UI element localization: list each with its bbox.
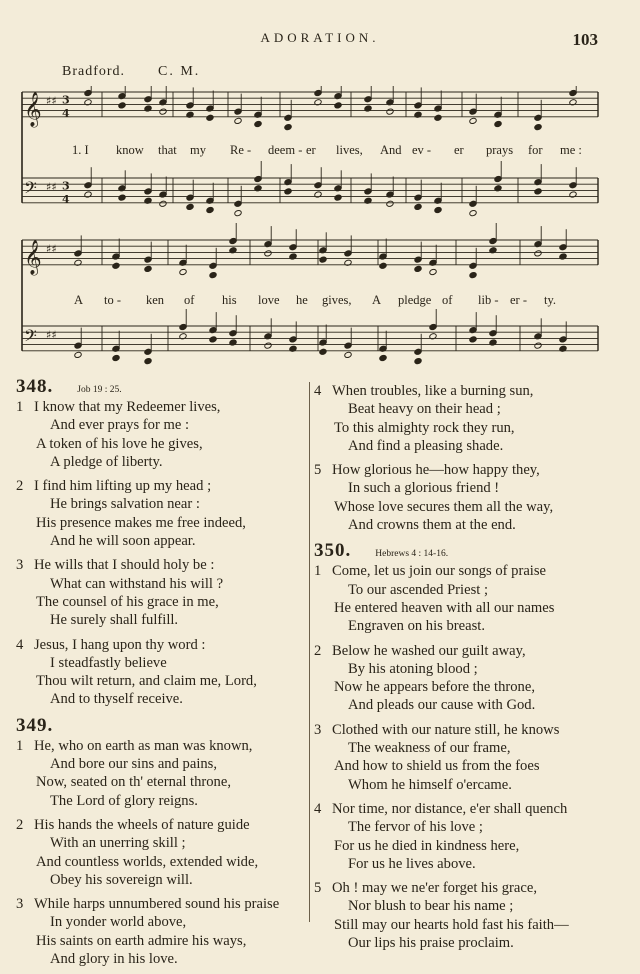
- stanza-number: 1: [16, 399, 24, 415]
- stanza: [314, 382, 614, 455]
- verse-line: [314, 696, 614, 714]
- stanza: [16, 398, 316, 471]
- hymn-heading: [16, 715, 316, 737]
- verse-text: Our lips his praise proclaim.: [348, 935, 514, 952]
- stanza-number: 5: [314, 880, 322, 897]
- verse-line: [314, 855, 614, 873]
- music-score: [18, 86, 602, 366]
- verse-line: [16, 398, 316, 416]
- stanza: [314, 461, 614, 534]
- verse-text: And to thyself receive.: [50, 691, 183, 708]
- verse-line: [314, 400, 614, 418]
- verse-text: And pleads our cause with God.: [348, 697, 536, 714]
- lyric-syllable: me :: [560, 143, 582, 157]
- svg-text:3: 3: [62, 179, 70, 193]
- verse-line: [16, 834, 316, 852]
- lyric-syllable: er -: [510, 293, 527, 307]
- stanza-number: 4: [314, 383, 322, 399]
- verse-line: [16, 773, 316, 791]
- lyric-syllable: prays: [486, 143, 514, 157]
- verse-text: And bore our sins and pains,: [50, 756, 217, 773]
- lyric-syllable: he: [296, 293, 308, 307]
- tune-name: Bradford.: [62, 64, 126, 79]
- verse-line: [16, 816, 316, 834]
- lyric-syllable: A: [74, 293, 84, 307]
- stanza-number: 2: [16, 816, 24, 833]
- verse-text: With an unerring skill ;: [50, 835, 186, 852]
- stanza-number: 3: [16, 557, 24, 574]
- column-divider: [309, 382, 310, 922]
- verse-line: [314, 879, 614, 897]
- svg-text:𝄢: 𝄢: [24, 325, 37, 350]
- stanza: [314, 800, 614, 873]
- hymn: [314, 540, 614, 952]
- lyric-syllable: ev -: [412, 143, 432, 157]
- verse-line: [16, 556, 316, 574]
- stanza: [16, 816, 316, 889]
- stanza: [16, 636, 316, 709]
- verse-line: [314, 776, 614, 794]
- verse-text: Still may our hearts hold fast his faith—: [334, 916, 569, 933]
- verse-text: He surely shall fulfill.: [50, 612, 179, 629]
- verse-line: [16, 575, 316, 593]
- verse-line: [314, 678, 614, 696]
- verse-text: Come, let us join our songs of praise: [332, 563, 547, 580]
- verse-line: [16, 477, 316, 495]
- verse-text: Clothed with our nature still, he knows: [332, 721, 560, 738]
- svg-text:𝄞: 𝄞: [24, 91, 42, 127]
- lyric-syllable: lives,: [336, 143, 363, 157]
- verse-line: [314, 498, 614, 516]
- lyric-syllable: his: [222, 293, 237, 307]
- verse-text: Whose love secures them all the way,: [334, 498, 554, 515]
- verse-line: [314, 837, 614, 855]
- verse-line: [314, 897, 614, 915]
- verse-text: A pledge of liberty.: [50, 453, 163, 470]
- verse-text: The counsel of his grace in me,: [36, 593, 219, 610]
- verse-text: His saints on earth admire his ways,: [36, 932, 247, 949]
- verse-line: [16, 532, 316, 550]
- verse-line: [16, 950, 316, 968]
- verse-text: His presence makes me free indeed,: [36, 514, 246, 531]
- verse-text: Obey his sovereign will.: [50, 871, 193, 888]
- verse-text: In yonder world above,: [50, 914, 187, 931]
- verse-text: He wills that I should holy be :: [34, 557, 215, 574]
- verse-text: Below he washed our guilt away,: [332, 642, 526, 659]
- verse-text: For us he died in kindness here,: [334, 837, 520, 854]
- verse-line: [16, 737, 316, 755]
- verse-text: How glorious he—how happy they,: [332, 462, 540, 479]
- lyric-syllable: for: [528, 143, 543, 157]
- verse-line: [314, 617, 614, 635]
- verse-text: Nor blush to bear his name ;: [348, 898, 514, 915]
- verse-line: [314, 382, 614, 400]
- hymn-number: 348.: [16, 376, 54, 397]
- verse-line: [314, 739, 614, 757]
- lyric-syllable: 1. I: [72, 143, 89, 157]
- verse-text: Nor time, nor distance, e'er shall quench: [332, 800, 568, 817]
- verse-text: Engraven on his breast.: [348, 618, 485, 635]
- verse-line: [314, 916, 614, 934]
- verse-line: [16, 495, 316, 513]
- svg-text:♯♯: ♯♯: [46, 180, 57, 194]
- verse-line: [16, 636, 316, 654]
- lyric-syllable: er: [454, 143, 464, 157]
- verse-text: I find him lifting up my head ;: [34, 478, 212, 495]
- verse-line: [314, 757, 614, 775]
- verse-line: [16, 853, 316, 871]
- verse-text: A token of his love he gives,: [36, 435, 203, 452]
- lyric-syllable: love: [258, 293, 280, 307]
- verse-line: [314, 419, 614, 437]
- verse-line: [314, 516, 614, 534]
- verse-line: [314, 642, 614, 660]
- stanza-number: 3: [314, 721, 322, 738]
- verse-line: [16, 416, 316, 434]
- verse-text: And glory in his love.: [50, 951, 178, 968]
- verse-line: [314, 437, 614, 455]
- lyric-syllable: to -: [104, 293, 122, 307]
- verse-text: And countless worlds, extended wide,: [36, 853, 259, 870]
- svg-text:4: 4: [62, 192, 70, 206]
- verse-line: [16, 913, 316, 931]
- svg-text:3: 3: [62, 93, 70, 107]
- verse-line: [314, 461, 614, 479]
- verse-text: Jesus, I hang upon thy word :: [34, 636, 206, 653]
- verse-text: And find a pleasing shade.: [348, 437, 504, 454]
- verse-text: And crowns them at the end.: [348, 517, 516, 534]
- verse-line: [314, 660, 614, 678]
- verse-text: Whom he himself o'ercame.: [348, 776, 512, 793]
- verse-line: [16, 593, 316, 611]
- lyric-syllable: of: [442, 293, 453, 307]
- stanza-number: 5: [314, 462, 322, 479]
- hymn-number: 350.: [314, 540, 352, 562]
- verse-text: He brings salvation near :: [50, 496, 200, 513]
- verse-text: In such a glorious friend !: [348, 480, 500, 497]
- lyric-syllable: my: [190, 143, 206, 157]
- verse-line: [16, 435, 316, 453]
- tune-meter: C. M.: [158, 64, 201, 79]
- stanza: [314, 562, 614, 635]
- verse-text: His hands the wheels of nature guide: [34, 816, 250, 833]
- stanza: [314, 879, 614, 952]
- verse-text: What can withstand his will ?: [50, 575, 224, 592]
- lyric-syllable: And: [380, 143, 402, 157]
- verse-line: [314, 562, 614, 580]
- verse-text: While harps unnumbered sound his praise: [34, 896, 280, 913]
- verse-text: For us he lives above.: [348, 855, 476, 872]
- svg-text:♯♯: ♯♯: [46, 94, 57, 108]
- lyric-syllable: that: [158, 143, 177, 157]
- lyric-syllable: deem -: [268, 143, 303, 157]
- hymn: [16, 376, 316, 709]
- verse-text: He, who on earth as man was known,: [34, 737, 253, 754]
- verse-text: And he will soon appear.: [50, 533, 196, 550]
- stanza-number: 1: [314, 563, 322, 580]
- verse-line: [314, 934, 614, 952]
- verse-text: When troubles, like a burning sun,: [332, 383, 534, 399]
- verse-line: [16, 611, 316, 629]
- stanza-number: 3: [16, 896, 24, 913]
- verse-line: [314, 581, 614, 599]
- svg-text:♯♯: ♯♯: [46, 328, 57, 342]
- verse-text: I know that my Redeemer lives,: [34, 399, 221, 415]
- stanza-number: 4: [314, 800, 322, 817]
- verse-text: The Lord of glory reigns.: [50, 792, 198, 809]
- lyric-syllable: ken: [146, 293, 165, 307]
- verse-line: [16, 792, 316, 810]
- stanza: [314, 642, 614, 715]
- lyric-syllable: gives,: [322, 293, 352, 307]
- verse-line: [16, 654, 316, 672]
- verse-text: Now he appears before the throne,: [334, 679, 535, 696]
- svg-text:𝄢: 𝄢: [24, 177, 37, 202]
- verse-text: The weakness of our frame,: [348, 740, 511, 757]
- verse-text: Thou wilt return, and claim me, Lord,: [36, 673, 257, 690]
- lyric-syllable: pledge: [398, 293, 432, 307]
- scripture-reference: Hebrews 4 : 14-16.: [375, 549, 449, 560]
- stanza-number: 2: [314, 642, 322, 659]
- verse-text: And how to shield us from the foes: [334, 758, 540, 775]
- verse-line: [314, 721, 614, 739]
- lyric-syllable: er: [306, 143, 316, 157]
- svg-text:♯♯: ♯♯: [46, 242, 57, 256]
- verse-text: I steadfastly believe: [50, 654, 167, 671]
- verse-line: [314, 800, 614, 818]
- hymn-heading: [314, 540, 614, 562]
- stanza: [16, 477, 316, 550]
- verse-line: [16, 895, 316, 913]
- stanza: [314, 721, 614, 794]
- stanza: [16, 556, 316, 629]
- hymn: [16, 715, 316, 969]
- verse-line: [16, 932, 316, 950]
- verse-line: [16, 755, 316, 773]
- left-column: [16, 376, 316, 974]
- svg-text:𝄞: 𝄞: [24, 239, 42, 275]
- verse-text: Beat heavy on their head ;: [348, 401, 501, 418]
- hymn-heading: [16, 376, 316, 398]
- verse-line: [314, 479, 614, 497]
- lyric-syllable: of: [184, 293, 195, 307]
- verse-line: [16, 690, 316, 708]
- verse-text: And ever prays for me :: [50, 417, 189, 434]
- stanza-number: 4: [16, 636, 24, 653]
- running-title: ADORATION.: [260, 30, 380, 45]
- verse-line: [16, 453, 316, 471]
- stanza: [16, 737, 316, 810]
- verse-text: He entered heaven with all our names: [334, 599, 555, 616]
- page-number: 103: [572, 30, 598, 49]
- stanza-number: 2: [16, 478, 24, 495]
- verse-text: To this almighty rock they run,: [334, 419, 515, 436]
- verse-text: The fervor of his love ;: [348, 819, 483, 836]
- lyric-syllable: lib -: [478, 293, 499, 307]
- verse-line: [16, 672, 316, 690]
- lyric-syllable: Re -: [230, 143, 252, 157]
- verse-line: [16, 514, 316, 532]
- svg-text:4: 4: [62, 106, 70, 120]
- verse-text: Now, seated on th' eternal throne,: [36, 774, 231, 791]
- verse-text: By his atoning blood ;: [348, 660, 478, 677]
- hymn: [314, 382, 614, 534]
- verse-line: [314, 599, 614, 617]
- stanza-number: 1: [16, 737, 24, 754]
- verse-line: [16, 871, 316, 889]
- lyric-syllable: A: [372, 293, 382, 307]
- hymn-number: 349.: [16, 714, 54, 736]
- stanza: [16, 895, 316, 968]
- verse-text: To our ascended Priest ;: [348, 581, 489, 598]
- verse-line: [314, 818, 614, 836]
- scripture-reference: Job 19 : 25.: [77, 385, 122, 395]
- lyric-syllable: ty.: [544, 293, 557, 307]
- verse-text: Oh ! may we ne'er forget his grace,: [332, 880, 537, 897]
- right-column: [314, 382, 614, 958]
- lyric-syllable: know: [116, 143, 144, 157]
